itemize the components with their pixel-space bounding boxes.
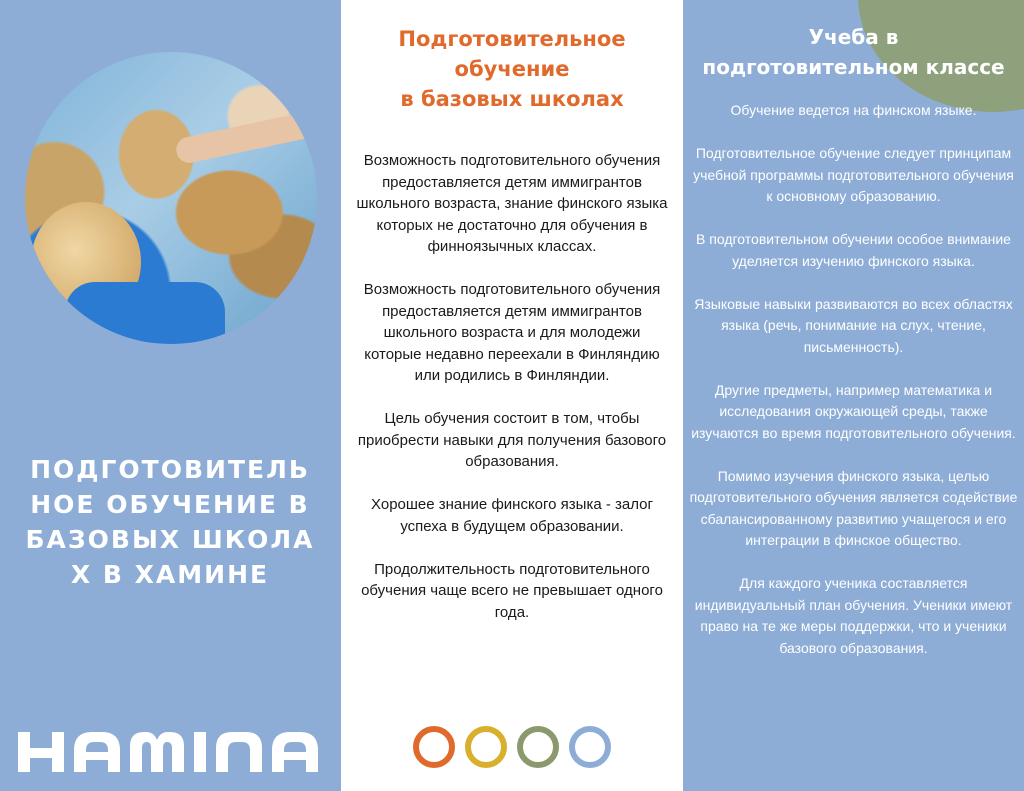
middle-paragraph: Хорошее знание финского языка - залог успеха в будущем образовании. <box>371 496 653 535</box>
orange-circle-icon <box>413 726 455 768</box>
right-paragraph: В подготовительном обучении особое внимание уделяется изучению финского языка. <box>696 231 1011 269</box>
children-map-photo <box>25 52 317 344</box>
right-title: Учеба в подготовительном классе <box>702 25 1005 79</box>
middle-paragraph: Возможность подготовительного обучения предоставляется детям иммигрантов школьного возраста, знание финского языка которых не достаточно для обучения в финноязычных классах. <box>356 152 668 255</box>
hamina-logo <box>18 726 330 772</box>
green-circle-icon <box>517 726 559 768</box>
right-paragraph: Обучение ведется на финском языке. <box>730 102 977 118</box>
cover-title: ПОДГОТОВИТЕЛЬНОЕ ОБУЧЕНИЕ В БАЗОВЫХ ШКОЛАХ В ХАМИНЕ <box>25 455 315 589</box>
middle-paragraph: Цель обучения состоит в том, чтобы приобрести навыки для получения базового образования. <box>357 410 667 470</box>
right-panel <box>683 0 1024 791</box>
right-paragraph: Другие предметы, например математика и исследования окружающей среды, также изучаются во время подготовительного обучения. <box>691 381 1016 441</box>
middle-body <box>353 150 671 645</box>
middle-title: Подготовительное обучение в базовых школах <box>398 27 626 111</box>
middle-panel <box>341 0 683 791</box>
left-panel <box>0 0 341 791</box>
right-body <box>689 100 1018 681</box>
decorative-circles <box>413 726 613 770</box>
blue-circle-icon <box>569 726 611 768</box>
right-paragraph: Подготовительное обучение следует принципам учебной программы подготовительного обучения к основному образованию. <box>693 145 1014 204</box>
middle-paragraph: Возможность подготовительного обучения предоставляется детям иммигрантов школьного возраста и для молодежи которые недавно переехали в Финляндию или родились в Финляндии. <box>363 281 661 384</box>
middle-paragraph: Продолжительность подготовительного обучения чаще всего не превышает одного года. <box>361 560 663 621</box>
child-shirt <box>65 282 225 344</box>
right-paragraph: Помимо изучения финского языка, целью подготовительного обучения является содействие сбалансированному развитию учащегося и его интеграции в финское общество. <box>689 467 1018 548</box>
right-paragraph: Для каждого ученика составляется индивидуальный план обучения. Ученики имеют право на те же меры поддержки, что и ученики базового образования. <box>694 575 1013 656</box>
right-paragraph: Языковые навыки развиваются во всех областях языка (речь, понимание на слух, чтение, письменность). <box>694 295 1013 355</box>
pointing-arm <box>174 109 317 166</box>
yellow-circle-icon <box>465 726 507 768</box>
